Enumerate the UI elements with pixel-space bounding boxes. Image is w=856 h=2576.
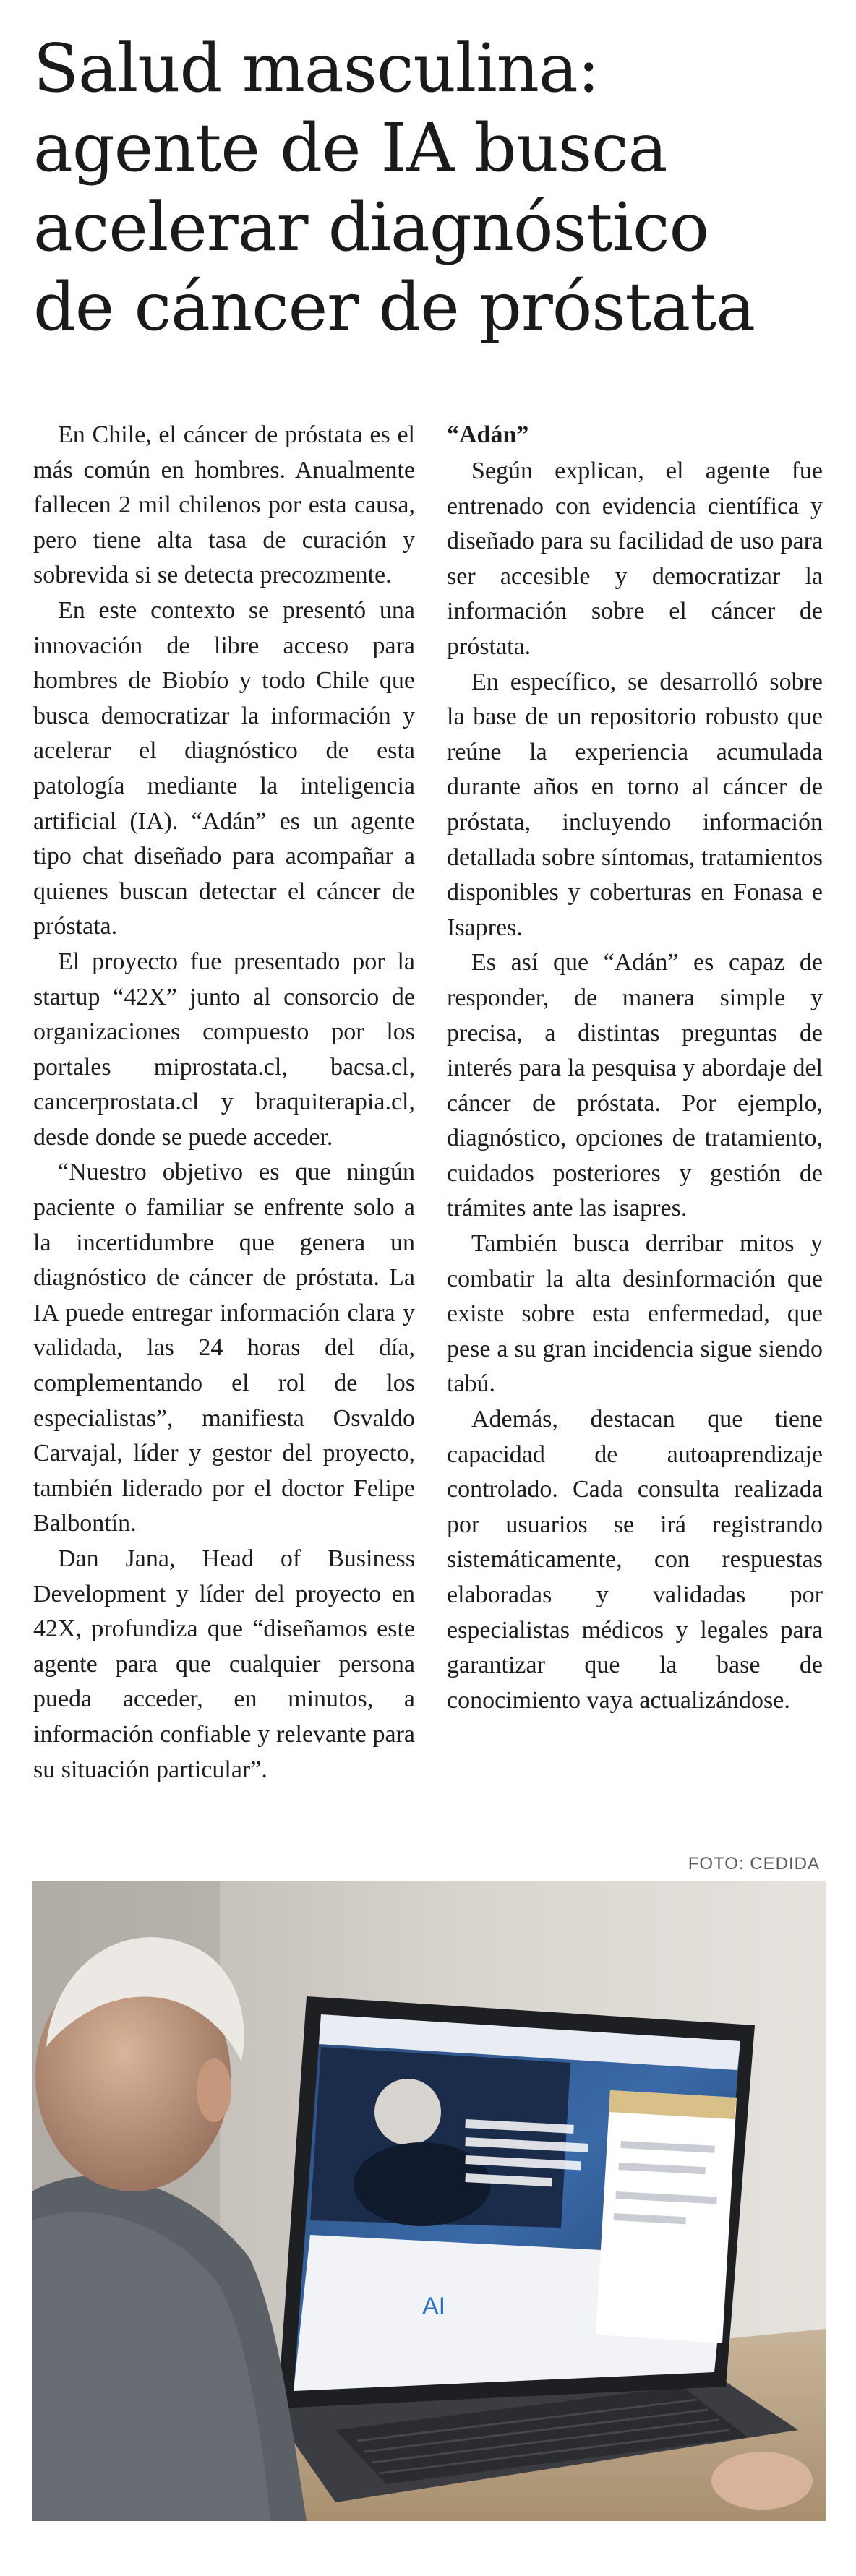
headline-line: de cáncer de próstata: [33, 268, 756, 345]
headline-line: agente de IA busca: [33, 109, 667, 186]
body-paragraph: También busca derribar mitos y combatir la alta desinformación que existe sobre esta enfermedad, que pese a su gran incidencia sigue siendo tabú.: [447, 1230, 823, 1398]
body-paragraph: En este contexto se presentó una innovación de libre acceso para hombres de Biobío y todo Chile que busca democratizar la información y acelerar el diagnóstico de esta patología mediante la inteligencia artificial (IA). “Adán” es un agente tipo chat diseñado para acompañar a quienes buscan detectar el cáncer de próstata.: [33, 596, 415, 940]
svg-text:AI: AI: [422, 2293, 446, 2320]
photo-man-laptop-icon: [32, 1881, 826, 2521]
article-photo: [32, 1881, 826, 2521]
body-paragraph: El proyecto fue presentado por la startup “42X” junto al consorcio de organizaciones compuesto por los portales miprostata.cl, bacsa.cl, cancerprostata.cl y braquiterapia.cl, desde donde se puede acceder.: [33, 948, 415, 1151]
headline-line: acelerar diagnóstico: [33, 189, 709, 266]
body-paragraph: Dan Jana, Head of Business Development y líder del proyecto en 42X, profundiza que “diseñamos este agente para que cualquier persona pueda acceder, en minutos, a información confiable y relevante para su situación particular”.: [33, 1545, 415, 1783]
headline: [33, 29, 829, 347]
body-paragraph: En específico, se desarrolló sobre la base de un repositorio robusto que reúne la experiencia acumulada durante años en torno al cáncer de próstata, incluyendo información detallada sobre síntomas, tratamientos disponibles y coberturas en Fonasa e Isapres.: [447, 668, 823, 941]
article-column-right: [447, 418, 823, 1718]
body-paragraph: Además, destacan que tiene capacidad de autoaprendizaje controlado. Cada consulta realizada por usuarios se irá registrando sistemáticamente, con respuestas elaboradas y validadas por especialistas médicos y legales para garantizar que la base de conocimiento vaya actualizándose.: [447, 1406, 823, 1714]
body-paragraph: Es así que “Adán” es capaz de responder, de manera simple y precisa, a distintas preguntas de interés para la pesquisa y abordaje del cáncer de próstata. Por ejemplo, diagnóstico, opciones de tratamiento, cuidados posteriores y gestión de trámites ante las isapres.: [447, 949, 823, 1222]
article-column-left: [33, 418, 415, 1787]
headline-line: Salud masculina:: [33, 30, 599, 107]
body-paragraph: “Nuestro objetivo es que ningún paciente o familiar se enfrente solo a la incertidumbre que genera un diagnóstico de cáncer de próstata. La IA puede entregar información clara y validada, las 24 horas del día, complementando el rol de los especialistas”, manifiesta Osvaldo Carvajal, líder y gestor del proyecto, también liderado por el doctor Felipe Balbontín.: [33, 1159, 415, 1537]
body-paragraph: Según explican, el agente fue entrenado con evidencia científica y diseñado para su facilidad de uso para ser accesible y democratizar la información sobre el cáncer de próstata.: [447, 458, 823, 660]
photo-credit: FOTO: CEDIDA: [688, 1854, 820, 1873]
body-paragraph: En Chile, el cáncer de próstata es el más común en hombres. Anualmente fallecen 2 mil chilenos por esta causa, pero tiene alta tasa de curación y sobrevida si se detecta precozmente.: [33, 421, 415, 589]
section-subheading: “Adán”: [447, 421, 529, 448]
